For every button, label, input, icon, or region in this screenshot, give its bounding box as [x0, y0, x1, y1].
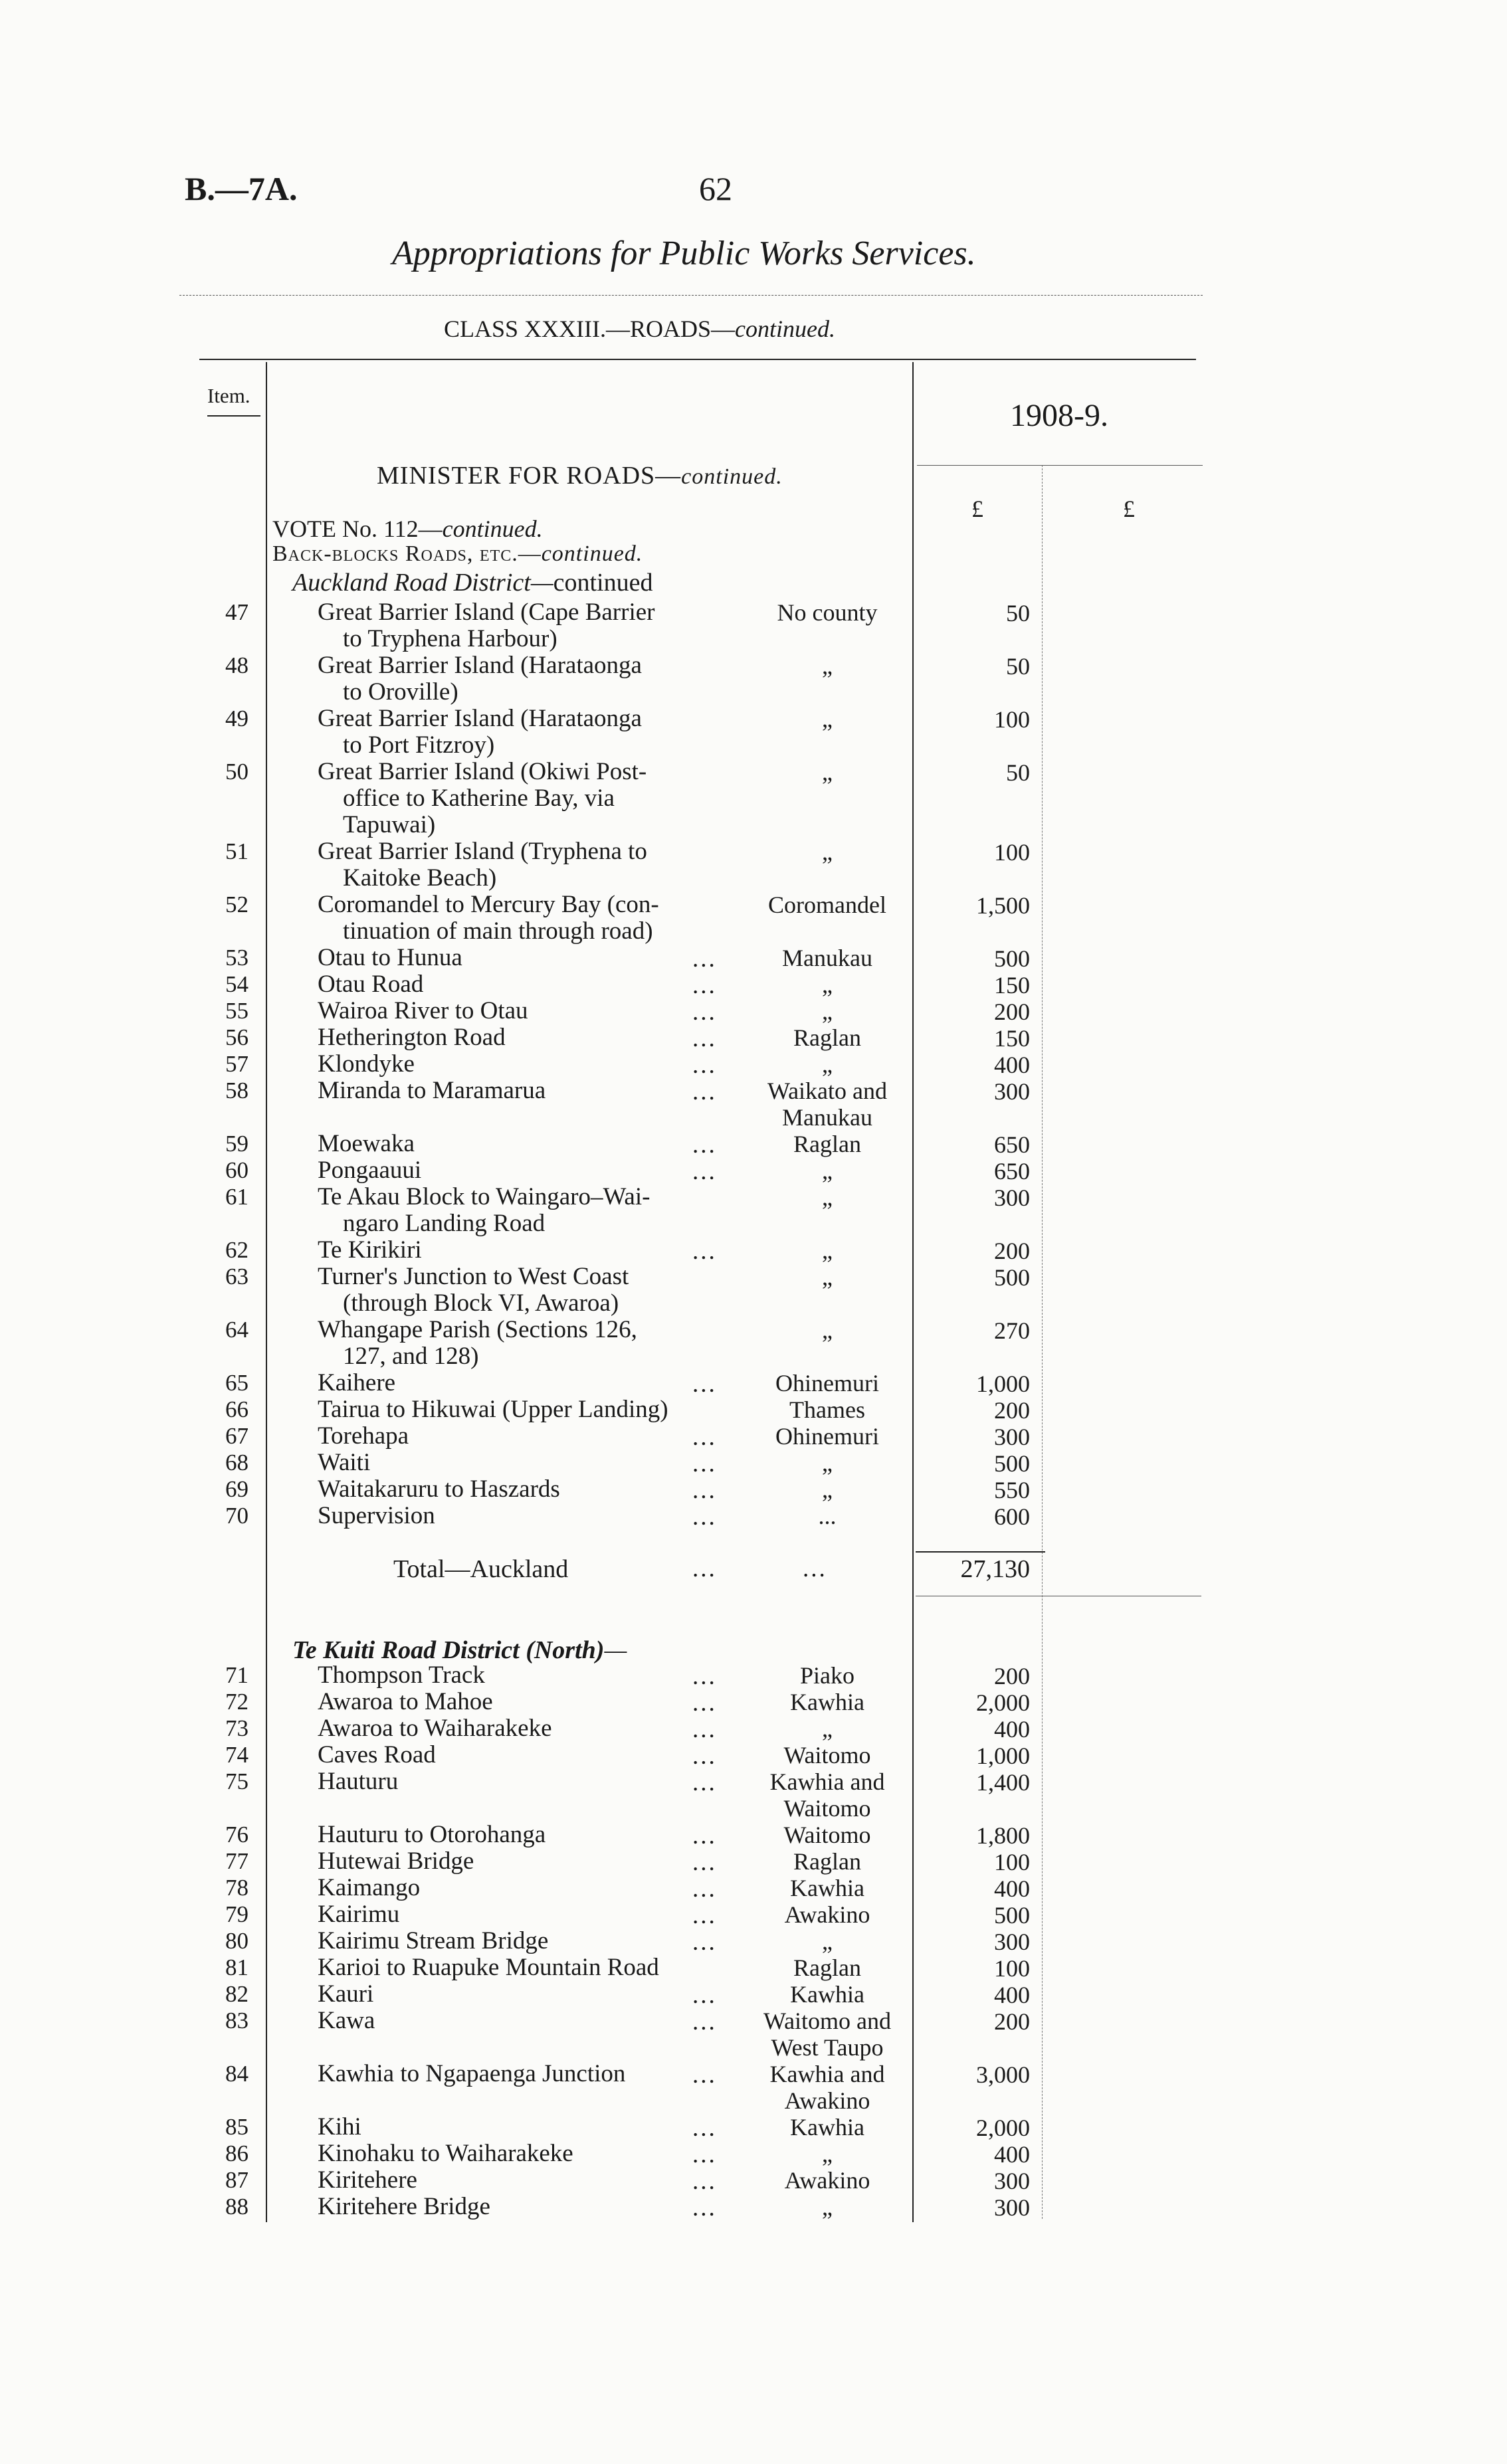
item-number: 49 [225, 706, 249, 731]
item-description: Kiritehere [318, 2166, 417, 2194]
item-amount: 1,000 [976, 1743, 1030, 1769]
item-amount: 300 [994, 1078, 1030, 1105]
item-amount: 400 [994, 1875, 1030, 1902]
item-number: 52 [225, 892, 249, 917]
item-description: Great Barrier Island (Harataonga [318, 705, 642, 732]
item-amount: 100 [994, 1955, 1030, 1982]
county-name: „ [822, 1264, 833, 1290]
class-heading [444, 315, 835, 343]
item-amount: 300 [994, 1424, 1030, 1450]
minister-heading [377, 461, 783, 490]
table-top-rule [199, 359, 1196, 360]
leader-dots: ... [692, 2115, 717, 2142]
item-amount: 150 [994, 972, 1030, 998]
amount-column-rule [912, 362, 914, 2222]
county-name: „ [822, 1715, 833, 1742]
leader-dots: ... [692, 1902, 717, 1929]
county-name: Raglan [793, 1848, 861, 1875]
item-amount: 1,400 [976, 1769, 1030, 1796]
item-description: Hutewai Bridge [318, 1848, 474, 1875]
total-auckland-label: Total—Auckland [393, 1555, 569, 1583]
class-heading-main: CLASS XXXIII.—ROADS— [444, 316, 736, 342]
item-description: Te Kirikiri [318, 1236, 422, 1264]
item-number: 51 [225, 838, 249, 864]
item-amount: 2,000 [976, 2115, 1030, 2141]
item-amount: 650 [994, 1131, 1030, 1158]
item-description: Moewaka [318, 1130, 415, 1157]
leader-dots: ... [692, 2008, 717, 2036]
county-name: „ [822, 652, 833, 679]
leader-dots: ... [692, 1238, 717, 1265]
item-number: 47 [225, 599, 249, 625]
county-name: Awakino [784, 2087, 870, 2114]
item-description: Coromandel to Mercury Bay (con- [318, 891, 659, 918]
item-description: Kawhia to Ngapaenga Junction [318, 2060, 626, 2087]
county-name: „ [822, 838, 833, 865]
leader-dots: ... [692, 2141, 717, 2168]
item-description: Waitakaruru to Haszards [318, 1475, 560, 1503]
county-name: „ [822, 759, 833, 785]
item-description: 127, and 128) [343, 1343, 479, 1370]
item-number: 61 [225, 1184, 249, 1210]
item-amount: 50 [1006, 653, 1030, 680]
item-description: Hauturu [318, 1768, 399, 1795]
item-description: Klondyke [318, 1050, 415, 1078]
county-name: „ [822, 706, 833, 732]
item-number: 65 [225, 1370, 249, 1396]
leader-dots: ... [692, 1663, 717, 1690]
county-name: „ [822, 1184, 833, 1210]
county-name: „ [822, 1157, 833, 1184]
item-description: to Tryphena Harbour) [343, 625, 557, 652]
item-number: 87 [225, 2167, 249, 2193]
item-amount: 500 [994, 945, 1030, 972]
item-number: 54 [225, 971, 249, 997]
item-amount: 500 [994, 1450, 1030, 1477]
item-amount: 200 [994, 2008, 1030, 2035]
item-number: 76 [225, 1822, 249, 1848]
item-description: Great Barrier Island (Okiwi Post- [318, 758, 647, 785]
county-name: Ohinemuri [775, 1370, 879, 1396]
item-amount: 300 [994, 1929, 1030, 1955]
county-name: Manukau [782, 945, 872, 971]
item-number: 60 [225, 1157, 249, 1183]
item-amount: 550 [994, 1477, 1030, 1503]
leader-dots: ... [692, 2061, 717, 2089]
item-amount: 270 [994, 1317, 1030, 1344]
item-description: Supervision [318, 1502, 435, 1529]
tekuiti-district-heading [292, 1636, 627, 1665]
item-number: 72 [225, 1689, 249, 1715]
page-title: Appropriations for Public Works Services. [392, 235, 976, 272]
leader-dots: ... [692, 1743, 717, 1770]
leader-dots: ... [692, 1477, 717, 1504]
county-name: „ [822, 971, 833, 998]
item-amount: 200 [994, 998, 1030, 1025]
item-description: Awaroa to Mahoe [318, 1688, 493, 1715]
item-number: 73 [225, 1715, 249, 1741]
item-amount: 200 [994, 1238, 1030, 1264]
item-number: 57 [225, 1051, 249, 1077]
county-name: „ [822, 1051, 833, 1078]
item-description: Caves Road [318, 1741, 436, 1768]
leader-dots: ... [692, 1716, 717, 1743]
leader-dots: ... [692, 1982, 717, 2009]
item-amount: 3,000 [976, 2061, 1030, 2088]
item-amount: 200 [994, 1663, 1030, 1689]
item-number: 66 [225, 1396, 249, 1422]
leader-dots: ... [692, 1822, 717, 1849]
item-description: Kaimango [318, 1874, 421, 1901]
class-heading-cont: continued. [735, 316, 835, 342]
leader-dots: ... [692, 1052, 717, 1079]
item-description: to Oroville) [343, 678, 458, 706]
item-column-rule [266, 362, 267, 2222]
total-top-rule [916, 1551, 1045, 1553]
item-amount: 600 [994, 1503, 1030, 1530]
leader-dots: ... [692, 1371, 717, 1398]
item-description: Kiritehere Bridge [318, 2193, 490, 2220]
item-number: 50 [225, 759, 249, 785]
item-number: 80 [225, 1928, 249, 1954]
auckland-district-heading [292, 568, 653, 597]
year-heading: 1908-9. [1010, 398, 1108, 433]
item-description: Pongaauui [318, 1157, 422, 1184]
item-description: Great Barrier Island (Tryphena to [318, 838, 647, 865]
total-auckland-amount: 27,130 [960, 1555, 1030, 1583]
item-amount: 100 [994, 839, 1030, 866]
county-name: Kawhia [790, 1981, 864, 2008]
item-number: 88 [225, 2194, 249, 2220]
leader-dots: ... [692, 1158, 717, 1185]
leader-dots: ... [692, 1849, 717, 1876]
leader-dots: ... [692, 1875, 717, 1903]
item-number: 75 [225, 1768, 249, 1794]
item-number: 56 [225, 1024, 249, 1050]
county-name: „ [822, 1450, 833, 1476]
leader-dots: ... [692, 1769, 717, 1796]
leader-dots: ... [692, 2168, 717, 2195]
county-name: Kawhia [790, 1689, 864, 1715]
item-description: Otau to Hunua [318, 944, 462, 971]
backblocks-heading [272, 541, 643, 567]
item-description: Whangape Parish (Sections 126, [318, 1316, 637, 1343]
leader-dots: ... [692, 972, 717, 999]
leader-dots: ... [692, 1424, 717, 1451]
item-description: ngaro Landing Road [343, 1210, 546, 1237]
item-description: Kairimu Stream Bridge [318, 1927, 549, 1954]
county-name: Awakino [784, 1901, 870, 1928]
leader-dots: ... [692, 1503, 717, 1531]
county-name: Raglan [793, 1024, 861, 1051]
item-description: to Port Fitzroy) [343, 731, 495, 759]
item-description: Hauturu to Otorohanga [318, 1821, 546, 1848]
item-description: office to Katherine Bay, via [343, 785, 615, 812]
vote-cont: continued. [442, 516, 543, 542]
item-amount: 400 [994, 1052, 1030, 1078]
item-amount: 500 [994, 1902, 1030, 1929]
item-number: 85 [225, 2114, 249, 2140]
pound-sign-2: £ [1123, 496, 1135, 522]
item-amount: 1,000 [976, 1371, 1030, 1397]
leader-dots: ... [692, 1450, 717, 1477]
item-description: Tapuwai) [343, 811, 436, 838]
item-amount: 100 [994, 1849, 1030, 1875]
item-number: 68 [225, 1450, 249, 1475]
item-amount: 100 [994, 706, 1030, 733]
backblocks-main: Back-blocks Roads, etc.— [272, 541, 542, 566]
item-number: 83 [225, 2008, 249, 2034]
pound-sign-1: £ [971, 496, 983, 522]
county-name: Waikato and [767, 1078, 888, 1104]
item-description: Kawa [318, 2007, 375, 2034]
county-name: Raglan [793, 1131, 861, 1157]
county-name: „ [822, 2194, 833, 2220]
item-amount: 650 [994, 1158, 1030, 1185]
item-number: 81 [225, 1954, 249, 1980]
leader-dots: ... [692, 1131, 717, 1159]
item-description: Great Barrier Island (Cape Barrier [318, 599, 655, 626]
county-name: No county [777, 599, 878, 626]
item-description: Torehapa [318, 1422, 409, 1450]
item-number: 48 [225, 652, 249, 678]
item-number: 86 [225, 2140, 249, 2166]
county-name: Kawhia and [769, 1768, 885, 1795]
item-number: 55 [225, 998, 249, 1024]
county-name: „ [822, 1317, 833, 1343]
item-amount: 400 [994, 1716, 1030, 1743]
total-auckland-dots-1: ... [692, 1555, 717, 1582]
leader-dots: ... [692, 1078, 717, 1105]
county-name: Waitomo [783, 1822, 871, 1848]
item-description: Miranda to Maramarua [318, 1077, 546, 1104]
item-description: Turner's Junction to West Coast [318, 1263, 629, 1290]
leader-dots: ... [692, 1929, 717, 1956]
county-name: „ [822, 1928, 833, 1954]
total-auckland-dots-2: ... [803, 1555, 827, 1582]
item-amount: 50 [1006, 759, 1030, 786]
item-description: tinuation of main through road) [343, 917, 653, 945]
item-number: 70 [225, 1503, 249, 1529]
item-description: Kinohaku to Waiharakeke [318, 2140, 573, 2167]
county-name: Raglan [793, 1954, 861, 1981]
item-description: Great Barrier Island (Harataonga [318, 652, 642, 679]
item-amount: 1,500 [976, 892, 1030, 919]
leader-dots: ... [692, 998, 717, 1026]
auckland-district-main: Auckland Road District— [292, 569, 553, 597]
item-number: 58 [225, 1078, 249, 1103]
vote-main: VOTE No. 112— [272, 516, 443, 542]
item-number: 59 [225, 1131, 249, 1157]
item-number: 77 [225, 1848, 249, 1874]
item-amount: 500 [994, 1264, 1030, 1291]
county-name: Coromandel [768, 892, 886, 918]
item-column-label: Item. [207, 384, 251, 407]
item-number: 82 [225, 1981, 249, 2007]
minister-heading-main: MINISTER FOR ROADS— [377, 462, 682, 490]
item-amount: 300 [994, 2168, 1030, 2194]
item-amount: 2,000 [976, 1689, 1030, 1716]
item-description: Kauri [318, 1980, 374, 2008]
county-name: Manukau [782, 1104, 872, 1131]
document-code: B.—7A. [185, 170, 298, 207]
county-name: „ [822, 2140, 833, 2167]
county-name: „ [822, 998, 833, 1024]
item-description: Wairoa River to Otau [318, 997, 528, 1024]
item-amount: 200 [994, 1397, 1030, 1424]
item-amount: 50 [1006, 600, 1030, 626]
amount-column-rule-2 [1042, 465, 1043, 2219]
item-amount: 1,800 [976, 1822, 1030, 1849]
county-name: Kawhia and [769, 2061, 885, 2087]
county-name: Kawhia [790, 2114, 864, 2140]
item-description: Tairua to Hikuwai (Upper Landing) [318, 1396, 668, 1423]
item-description: Kaitoke Beach) [343, 864, 497, 892]
item-description: Kihi [318, 2113, 361, 2140]
leader-dots: ... [692, 2194, 717, 2222]
item-number: 53 [225, 945, 249, 971]
item-number: 84 [225, 2061, 249, 2087]
item-amount: 150 [994, 1025, 1030, 1052]
leader-dots: ... [692, 1025, 717, 1052]
item-description: Te Akau Block to Waingaro–Wai- [318, 1183, 651, 1210]
county-name: „ [822, 1476, 833, 1503]
tekuiti-district-main: Te Kuiti Road District (North) [292, 1636, 605, 1664]
item-number: 78 [225, 1875, 249, 1901]
item-description: Waiti [318, 1449, 371, 1476]
county-name: Waitomo [783, 1742, 871, 1768]
county-name: ... [818, 1503, 837, 1529]
county-name: Ohinemuri [775, 1423, 879, 1450]
county-name: Piako [799, 1662, 854, 1689]
item-amount: 300 [994, 1185, 1030, 1211]
item-label-underline [207, 415, 260, 417]
tekuiti-district-cont: — [604, 1636, 627, 1664]
item-number: 62 [225, 1237, 249, 1263]
title-rule [179, 295, 1203, 296]
county-name: West Taupo [771, 2034, 884, 2061]
item-description: Kairimu [318, 1901, 400, 1928]
item-description: (through Block VI, Awaroa) [343, 1289, 619, 1317]
vote-heading [272, 515, 543, 543]
page-number: 62 [699, 170, 732, 207]
item-description: Thompson Track [318, 1661, 485, 1689]
item-number: 74 [225, 1742, 249, 1768]
county-name: Thames [789, 1396, 865, 1423]
item-amount: 300 [994, 2194, 1030, 2221]
item-number: 67 [225, 1423, 249, 1449]
backblocks-cont: continued. [541, 541, 643, 566]
item-description: Karioi to Ruapuke Mountain Road [318, 1954, 659, 1981]
year-rule [917, 465, 1203, 466]
leader-dots: ... [692, 945, 717, 973]
item-number: 69 [225, 1476, 249, 1502]
item-description: Otau Road [318, 971, 424, 998]
item-description: Hetherington Road [318, 1024, 506, 1051]
item-number: 79 [225, 1901, 249, 1927]
auckland-district-cont: continued [553, 569, 653, 597]
item-amount: 400 [994, 2141, 1030, 2168]
county-name: Waitomo [783, 1795, 871, 1822]
item-description: Kaihere [318, 1369, 396, 1396]
item-amount: 400 [994, 1982, 1030, 2008]
item-number: 64 [225, 1317, 249, 1343]
item-number: 71 [225, 1662, 249, 1688]
county-name: „ [822, 1237, 833, 1264]
item-number: 63 [225, 1264, 249, 1289]
county-name: Waitomo and [763, 2008, 892, 2034]
county-name: Kawhia [790, 1875, 864, 1901]
item-description: Awaroa to Waiharakeke [318, 1715, 552, 1742]
leader-dots: ... [692, 1689, 717, 1717]
county-name: Awakino [784, 2167, 870, 2194]
minister-heading-cont: continued. [681, 464, 783, 489]
